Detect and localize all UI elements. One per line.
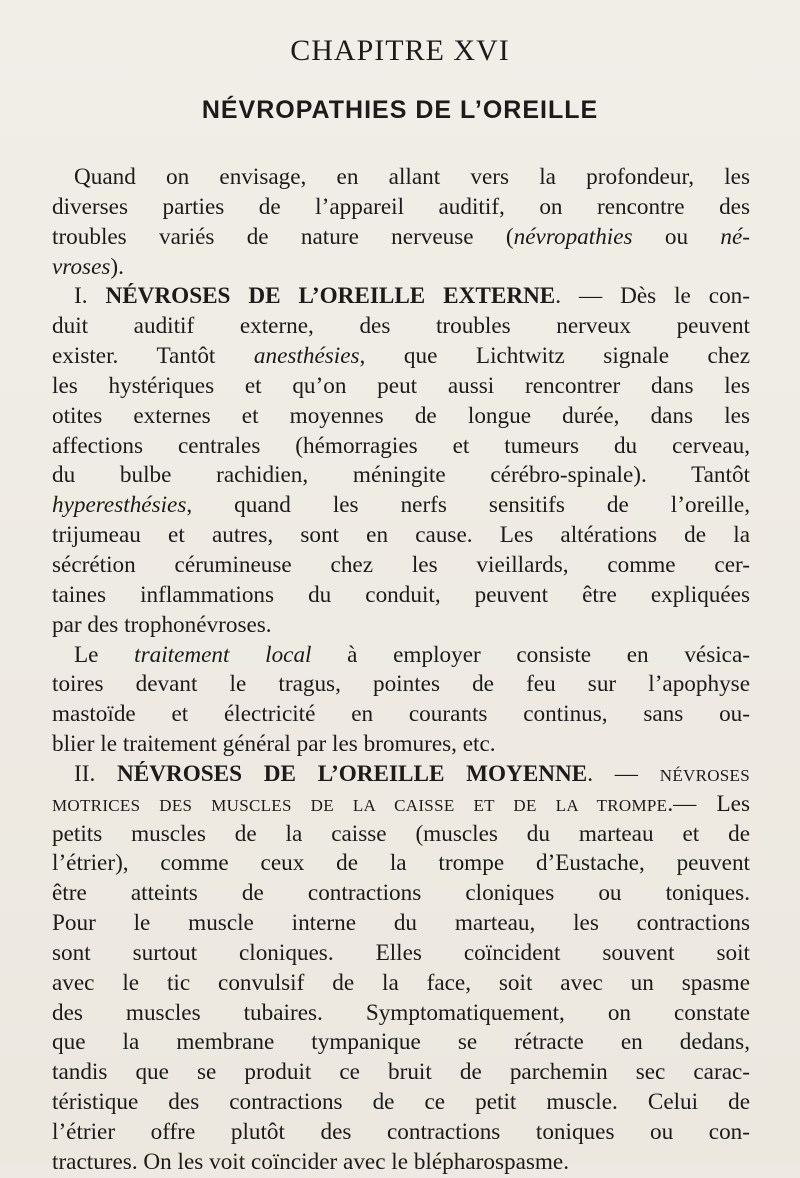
text-run: exister. Tantôt	[52, 343, 254, 370]
text-run: sont surtout cloniques. Elles coïncident souvent soit	[52, 939, 750, 966]
italic-term: traitement local	[134, 641, 312, 668]
text-line	[52, 1118, 750, 1148]
text-line	[52, 760, 750, 790]
text-line	[52, 939, 750, 969]
italic-term: névropathies	[513, 223, 633, 250]
text-run: .— Les	[667, 790, 750, 817]
text-line	[52, 1148, 750, 1178]
text-line	[52, 163, 750, 193]
text-line	[52, 402, 750, 432]
text-run: . —	[587, 760, 660, 787]
text-run: troubles variés de nature nerveuse (	[52, 223, 514, 250]
text-line	[52, 730, 750, 760]
text-run: l’étrier offre plutôt des contractions toniques ou con-	[52, 1119, 750, 1145]
section-heading: NÉVROSES DE L’OREILLE EXTERNE	[105, 283, 556, 310]
text-run: l’étrier), comme ceux de la trompe d’Eustache, peuvent	[52, 850, 750, 877]
text-run: taines inflammations du conduit, peuvent être expliquées	[52, 581, 750, 608]
text-run: tandis que se produit ce bruit de parchemin sec carac-	[52, 1059, 750, 1086]
text-run: Le	[74, 641, 135, 668]
text-line	[52, 491, 750, 521]
text-run: I.	[74, 283, 106, 310]
text-line	[52, 253, 750, 283]
section-heading: NÉVROSES DE L’OREILLE MOYENNE	[117, 760, 588, 787]
text-run: petits muscles de la caisse (muscles du marteau et de	[52, 820, 750, 847]
text-run: , quand les nerfs sensitifs de l’oreille,	[186, 492, 750, 519]
text-line	[52, 223, 750, 253]
text-run: diverses parties de l’appareil auditif, on rencontre des	[52, 193, 750, 220]
text-line	[52, 1028, 750, 1058]
text-run: ou	[632, 223, 721, 250]
text-line	[52, 312, 750, 342]
text-line	[52, 700, 750, 730]
text-line	[52, 1088, 750, 1118]
italic-term: vroses	[52, 253, 111, 280]
text-run: du bulbe rachidien, méningite cérébro-spinale). Tantôt	[52, 462, 750, 489]
text-run: affections centrales (hémorragies et tumeurs du cerveau,	[52, 432, 750, 459]
text-run: mastoïde et électricité en courants continus, sans ou-	[52, 701, 750, 728]
text-line	[52, 611, 750, 641]
italic-term: né-	[720, 223, 751, 250]
text-run: avec le tic convulsif de la face, soit avec un spasme	[52, 969, 750, 996]
text-line	[52, 999, 750, 1029]
text-run: , que Lichtwitz signale chez	[359, 343, 750, 370]
text-run: à employer consiste en vésica-	[311, 641, 750, 668]
text-run: Quand on envisage, en allant vers la profondeur, les	[74, 164, 750, 190]
text-run: que la membrane tympanique se rétracte en dedans,	[52, 1029, 750, 1056]
text-line	[52, 342, 750, 372]
text-run: téristique des contractions de ce petit muscle. Celui de	[52, 1089, 750, 1116]
text-line	[52, 909, 750, 939]
text-line	[52, 193, 750, 223]
text-line	[52, 282, 750, 312]
chapter-title: NÉVROPATHIES DE L’OREILLE	[201, 96, 599, 124]
text-line	[52, 820, 750, 850]
text-run: blier le traitement général par les bromures, etc.	[52, 731, 496, 758]
italic-term: hyperesthésies	[52, 492, 187, 519]
body-text	[52, 163, 750, 1178]
text-line	[52, 432, 750, 462]
text-run: toires devant le tragus, pointes de feu sur l’apophyse	[52, 671, 750, 698]
text-line	[52, 670, 750, 700]
text-line	[52, 1058, 750, 1088]
text-line	[52, 461, 750, 491]
text-run: . — Dès le con-	[555, 283, 750, 310]
text-run: des muscles tubaires. Symptomatiquement, on constate	[52, 999, 750, 1026]
text-run: II.	[74, 760, 117, 787]
small-caps-text: NÉVROSES	[659, 765, 750, 785]
text-line	[52, 581, 750, 611]
text-run: sécrétion cérumineuse chez les vieillards, comme cer-	[52, 551, 750, 578]
text-line	[52, 969, 750, 999]
text-run: Pour le muscle interne du marteau, les contractions	[52, 910, 750, 937]
text-line	[52, 879, 750, 909]
text-run: les hystériques et qu’on peut aussi rencontrer dans les	[52, 372, 750, 399]
text-run: trijumeau et autres, sont en cause. Les altérations de la	[52, 522, 750, 549]
text-line	[52, 521, 750, 551]
small-caps-text: MOTRICES DES MUSCLES DE LA CAISSE ET DE LA TROMPE	[52, 795, 668, 815]
text-run: ).	[110, 253, 124, 280]
text-run: duit auditif externe, des troubles nerveux peuvent	[52, 313, 750, 340]
text-run: tractures. On les voit coïncider avec le blépharospasme.	[52, 1148, 570, 1175]
italic-term: anesthésies	[253, 343, 360, 370]
text-line	[52, 849, 750, 879]
chapter-heading: CHAPITRE XVI	[290, 34, 510, 67]
text-run: être atteints de contractions cloniques ou toniques.	[52, 880, 750, 907]
text-line	[52, 551, 750, 581]
text-line	[52, 372, 750, 402]
text-line	[52, 641, 750, 671]
text-run: par des trophonévroses.	[52, 611, 272, 638]
text-run: otites externes et moyennes de longue durée, dans les	[52, 402, 750, 429]
text-line	[52, 790, 750, 820]
